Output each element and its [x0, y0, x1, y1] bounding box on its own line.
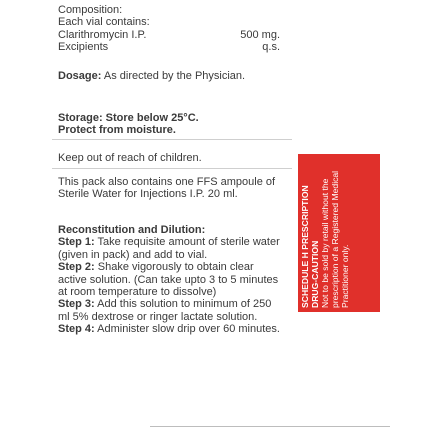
ingredient-amount: 500 mg.: [240, 28, 280, 41]
step-label: Step 3:: [58, 298, 95, 311]
step-item: [58, 298, 283, 323]
pack-note: This pack also contains one FFS ampoule of Sterile Water for Injections I.P. 20 ml.: [58, 176, 276, 201]
step-text: Shake vigorously to obtain clear active solution. (Can take upto 3 to 5 minutes at room temperature to dissolve): [58, 261, 279, 299]
divider: [52, 139, 292, 140]
warning-text: [298, 154, 380, 312]
warning-subtitle: DRUG-CAUTION: [310, 240, 321, 308]
step-item: [58, 261, 283, 298]
step-label: Step 1:: [58, 236, 95, 249]
step-item: [58, 236, 283, 261]
step-label: Step 2:: [58, 261, 95, 274]
ingredient-amount: q.s.: [262, 41, 280, 54]
composition-heading: Composition:: [58, 4, 123, 16]
composition-section: [58, 4, 288, 54]
step-item: [58, 323, 283, 335]
step-text: Administer slow drip over 60 minutes.: [97, 323, 280, 336]
ingredient-row: [58, 41, 280, 53]
ingredient-row: [58, 29, 280, 41]
reconstitution-heading: Reconstitution and Dilution:: [58, 224, 206, 236]
storage-line1: Storage: Store below 25°C.: [58, 112, 199, 124]
ingredient-name: Clarithromycin I.P.: [58, 28, 147, 41]
divider: [52, 168, 292, 169]
composition-subheading: Each vial contains:: [58, 16, 150, 29]
dosage-text: As directed by the Physician.: [103, 70, 246, 82]
step-label: Step 4:: [58, 323, 95, 336]
schedule-h-warning-panel: [298, 154, 380, 312]
storage-line2: Protect from moisture.: [58, 124, 176, 137]
ingredient-name: Excipients: [58, 41, 109, 54]
warning-title: SCHEDULE H PRESCRIPTION: [300, 185, 310, 308]
step-text: Add this solution to minimum of 250 ml 5% dextrose or ringer lactate solution.: [58, 298, 272, 323]
warning-body: Not to be sold by retail without the prescription of a Registered Medical Practitioner only.: [320, 170, 351, 308]
divider: [150, 426, 390, 427]
storage-section: [58, 112, 288, 137]
step-text: Take requisite amount of sterile water (given in pack) and add to vial.: [58, 236, 280, 261]
keep-out-text: Keep out of reach of children.: [58, 152, 202, 164]
dosage-section: [58, 70, 278, 82]
reconstitution-section: [58, 224, 283, 336]
dosage-label: Dosage:: [58, 70, 102, 82]
